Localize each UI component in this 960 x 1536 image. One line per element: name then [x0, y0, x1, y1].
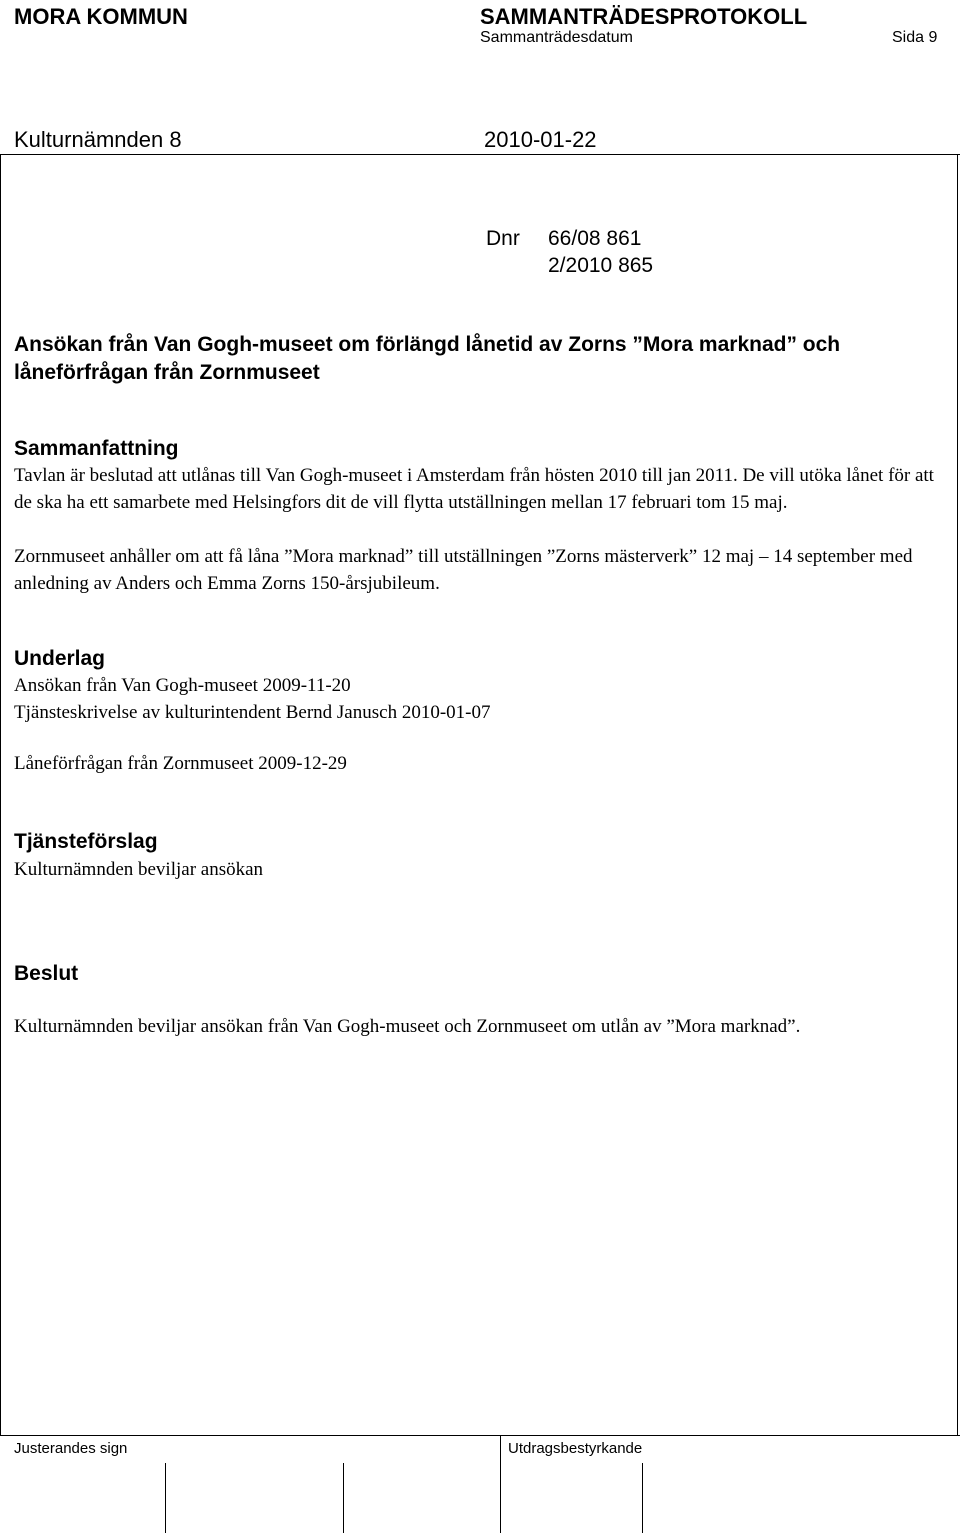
- justerandes-sign-label: Justerandes sign: [14, 1440, 128, 1457]
- committee-name: Kulturnämnden 8: [14, 127, 182, 152]
- proposal-text: Kulturnämnden beviljar ansökan: [14, 859, 264, 880]
- frame-left-rule: [0, 154, 1, 1436]
- utdragsbestyrkande-label: Utdragsbestyrkande: [508, 1440, 643, 1457]
- decision-heading: Beslut: [14, 962, 79, 985]
- underlag-item: Tjänsteskrivelse av kulturintendent Bernd Janusch 2010-01-07: [14, 702, 491, 723]
- summary-heading: Sammanfattning: [14, 437, 179, 460]
- frame-right-rule: [957, 154, 958, 1436]
- signature-divider: [500, 1435, 501, 1533]
- document-title: Ansökan från Van Gogh-museet om förlängd lånetid av Zorns ”Mora marknad” och låneförfrågan från Zornmuseet: [14, 333, 841, 384]
- frame-top-rule: [0, 154, 960, 155]
- underlag-heading: Underlag: [14, 647, 106, 670]
- document-type: SAMMANTRÄDESPROTOKOLL: [480, 4, 808, 29]
- summary-paragraph: Tavlan är beslutad att utlånas till Van Gogh-museet i Amsterdam från hösten 2010 till jan 2011. De vill utöka lånet för att de ska ha ett samarbete med Helsingfors dit de vill flytta utställningen mellan 17 februari tom 15 maj.: [14, 465, 934, 513]
- underlag-item: Ansökan från Van Gogh-museet 2009-11-20: [14, 675, 351, 696]
- dnr-number: 66/08 861: [548, 227, 642, 250]
- signature-divider: [165, 1463, 166, 1533]
- dnr-number: 2/2010 865: [548, 254, 654, 277]
- decision-text: Kulturnämnden beviljar ansökan från Van Gogh-museet och Zornmuseet om utlån av ”Mora marknad”.: [14, 1016, 801, 1037]
- summary-paragraph: Zornmuseet anhåller om att få låna ”Mora marknad” till utställningen ”Zorns mästerverk” 12 maj – 14 september med anledning av Anders och Emma Zorns 150-årsjubileum.: [14, 546, 913, 594]
- underlag-item: Låneförfrågan från Zornmuseet 2009-12-29: [14, 753, 347, 774]
- dnr-label: Dnr: [486, 227, 520, 250]
- organization-name: MORA KOMMUN: [14, 4, 188, 29]
- proposal-heading: Tjänsteförslag: [14, 830, 158, 853]
- signature-divider: [343, 1463, 344, 1533]
- signature-divider: [642, 1463, 643, 1533]
- meeting-date: 2010-01-22: [484, 127, 597, 152]
- page-number: Sida 9: [892, 29, 938, 46]
- footer-top-rule: [0, 1435, 960, 1436]
- meeting-date-label: Sammanträdesdatum: [480, 29, 633, 46]
